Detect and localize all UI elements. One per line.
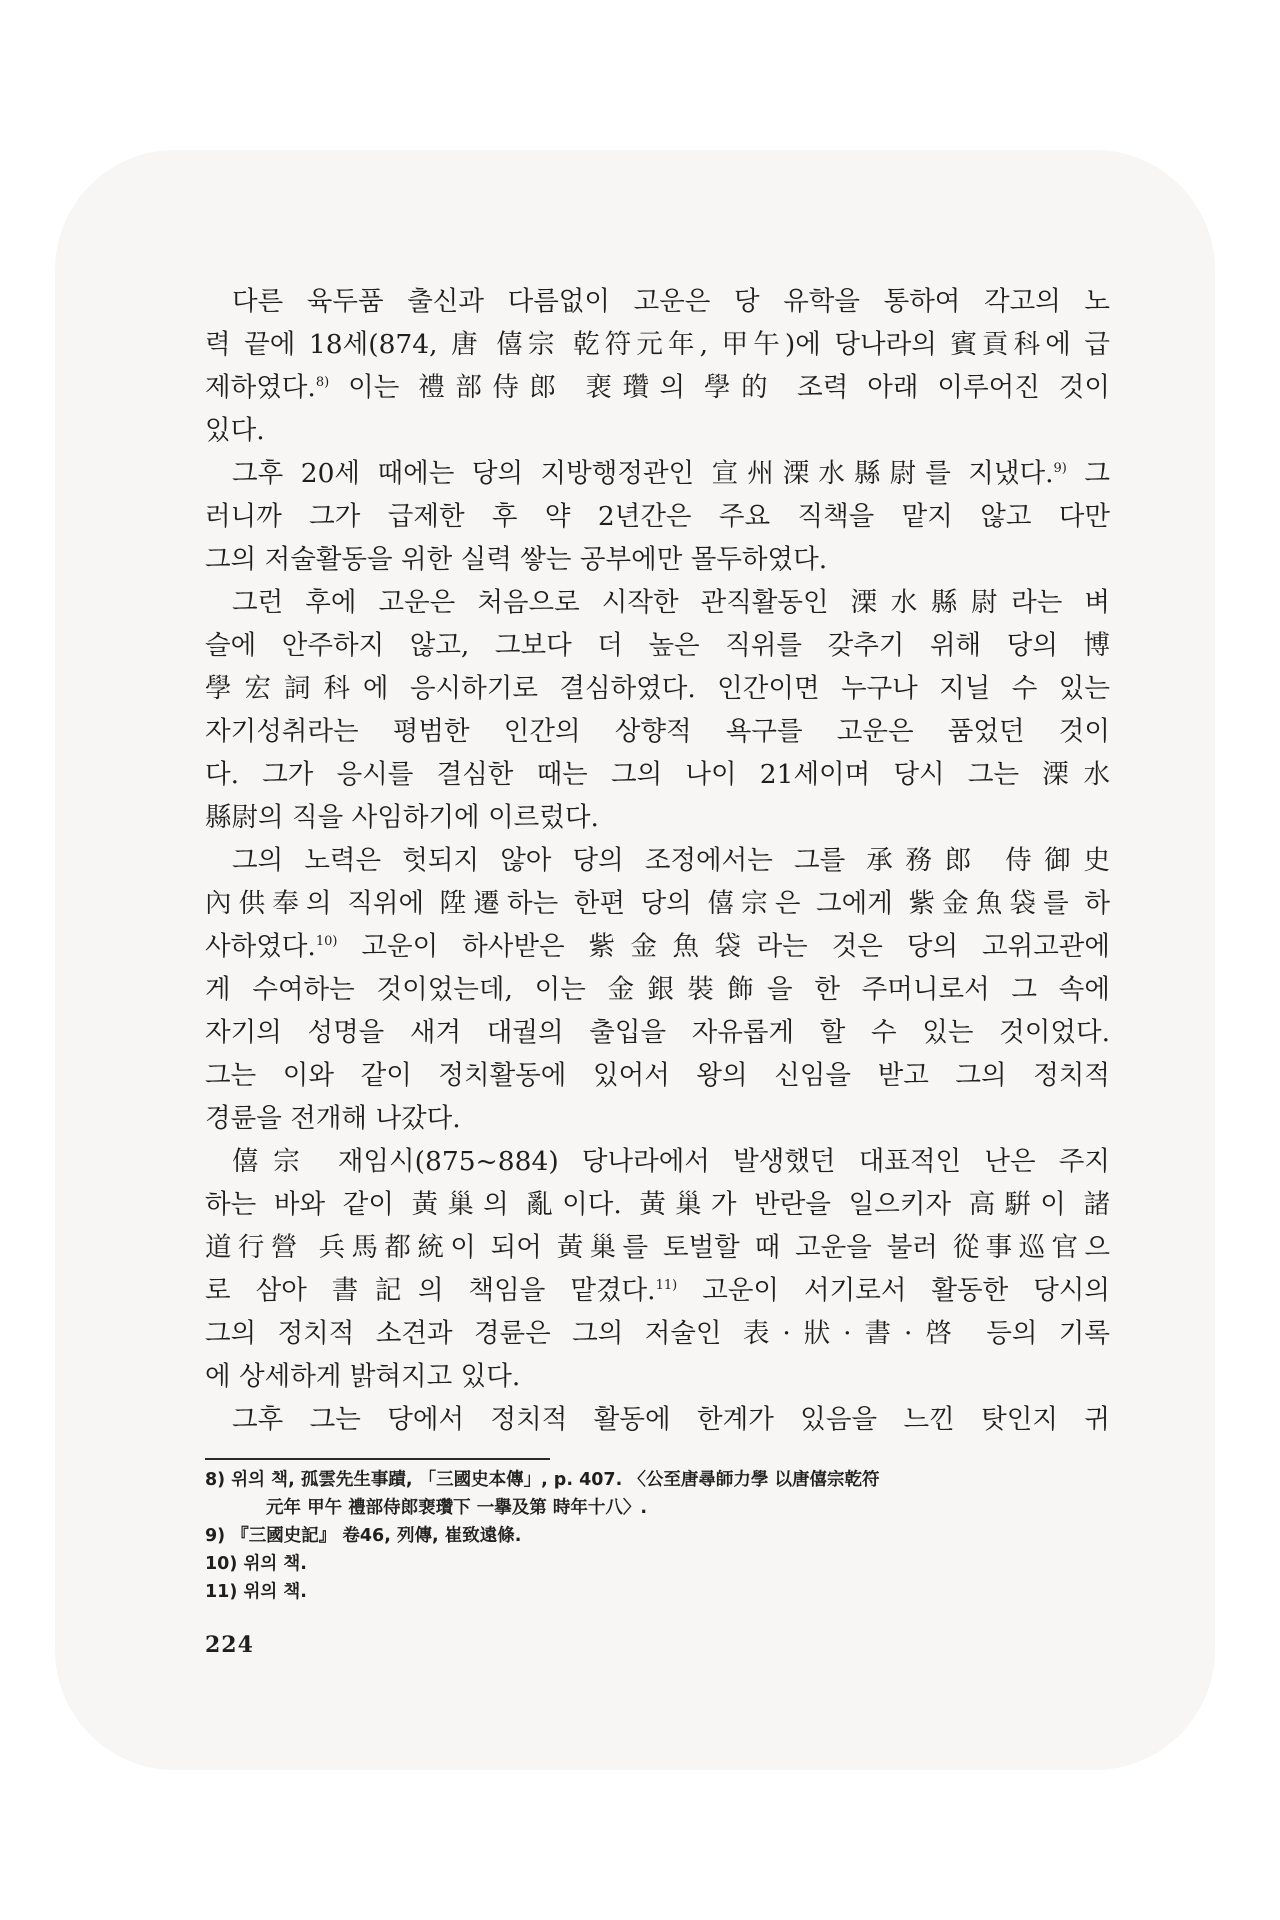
page-number: 224 <box>205 1632 254 1658</box>
footnote-text: 위의 책. <box>243 1554 307 1574</box>
footnote-text: 위의 책, 孤雲先生事蹟, 「三國史本傳」, p. 407. 〈公至唐尋師力學 以唐僖宗乾符 <box>231 1470 880 1490</box>
footnote-10 <box>205 1550 1110 1578</box>
body-line: 사하였다.$^{10)}$ 고운이 하사받은 紫金魚袋라는 것은 당의 고위고관에 <box>205 931 1110 962</box>
body-line: 자기성취라는 평범한 인간의 상향적 욕구를 고운은 품었던 것이 <box>205 716 1110 747</box>
body-text <box>205 280 1110 1441</box>
body-line: 그후 그는 당에서 정치적 활동에 한계가 있음을 느낀 탓인지 귀 <box>232 1404 1110 1435</box>
body-line: 僖宗 재임시(875~884) 당나라에서 발생했던 대표적인 난은 주지 <box>232 1146 1110 1177</box>
footnote-9 <box>205 1522 1110 1550</box>
footnote-ref: 10) <box>315 934 338 950</box>
body-line: 다른 육두품 출신과 다름없이 고운은 당 유학을 통하여 각고의 노 <box>232 286 1110 317</box>
body-line: 로 삼아 書記의 책임을 맡겼다.$^{11)}$ 고운이 서기로서 활동한 당시의 <box>205 1275 1110 1306</box>
body-line: 그런 후에 고운은 처음으로 시작한 관직활동인 溧水縣尉라는 벼 <box>232 587 1110 618</box>
body-line: 하는 바와 같이 黃巢의 亂이다. 黃巢가 반란을 일으키자 高騈이 諸 <box>205 1189 1110 1220</box>
footnote-11 <box>205 1578 1110 1606</box>
footnote-8-continuation: 元年 甲午 禮部侍郎裵瓚下 一擧及第 時年十八〉. <box>266 1498 648 1518</box>
footnote-text: 위의 책. <box>243 1582 307 1602</box>
body-line: 그의 저술활동을 위한 실력 쌓는 공부에만 몰두하였다. <box>205 544 828 575</box>
body-line: 경륜을 전개해 나갔다. <box>205 1103 461 1134</box>
body-line: 그의 정치적 소견과 경륜은 그의 저술인 表·狀·書·啓 등의 기록 <box>205 1318 1110 1349</box>
body-line: 縣尉의 직을 사임하기에 이르렀다. <box>205 802 599 833</box>
footnote-text: 『三國史記』 卷46, 列傳, 崔致遠條. <box>231 1526 522 1546</box>
body-line: 자기의 성명을 새겨 대궐의 출입을 자유롭게 할 수 있는 것이었다. <box>205 1017 1110 1048</box>
footnote-number: 9) <box>205 1526 226 1546</box>
footnote-ref: 11) <box>655 1278 678 1294</box>
footnote-divider <box>205 1458 550 1460</box>
body-line: 제하였다.$^{8)}$ 이는 禮部侍郎 裵瓚의 學的 조력 아래 이루어진 것이 <box>205 372 1110 403</box>
body-line: 게 수여하는 것이었는데, 이는 金銀裝飾을 한 주머니로서 그 속에 <box>205 974 1110 1005</box>
footnote-8 <box>205 1466 1110 1494</box>
footnote-number: 8) <box>205 1470 226 1490</box>
body-line: 러니까 그가 급제한 후 약 2년간은 주요 직책을 맡지 않고 다만 <box>205 501 1110 532</box>
body-line: 력 끝에 18세(874, 唐 僖宗 乾符元年, 甲午)에 당나라의 賓貢科에 급 <box>205 329 1110 360</box>
body-line: 다. 그가 응시를 결심한 때는 그의 나이 21세이며 당시 그는 溧水 <box>205 759 1110 790</box>
body-line: 그후 20세 때에는 당의 지방행정관인 宣州溧水縣尉를 지냈다.$^{9)}$ 그 <box>232 458 1110 489</box>
body-line: 內供奉의 직위에 陞遷하는 한편 당의 僖宗은 그에게 紫金魚袋를 하 <box>205 888 1110 919</box>
body-line: 그는 이와 같이 정치활동에 있어서 왕의 신임을 받고 그의 정치적 <box>205 1060 1110 1091</box>
body-line: 그의 노력은 헛되지 않아 당의 조정에서는 그를 承務郎 侍御史 <box>232 845 1110 876</box>
footnote-number: 10) <box>205 1554 238 1574</box>
body-line: 學宏詞科에 응시하기로 결심하였다. 인간이면 누구나 지닐 수 있는 <box>205 673 1110 704</box>
footnote-ref: 8) <box>315 375 330 391</box>
body-line: 있다. <box>205 415 265 446</box>
footnotes <box>205 1466 1110 1606</box>
body-line: 슬에 안주하지 않고, 그보다 더 높은 직위를 갖추기 위해 당의 博 <box>205 630 1110 661</box>
footnote-number: 11) <box>205 1582 238 1602</box>
body-line: 에 상세하게 밝혀지고 있다. <box>205 1361 521 1392</box>
footnote-ref: 9) <box>1053 461 1067 477</box>
body-line: 道行營 兵馬都統이 되어 黃巢를 토벌할 때 고운을 불러 從事巡官으 <box>205 1232 1110 1263</box>
